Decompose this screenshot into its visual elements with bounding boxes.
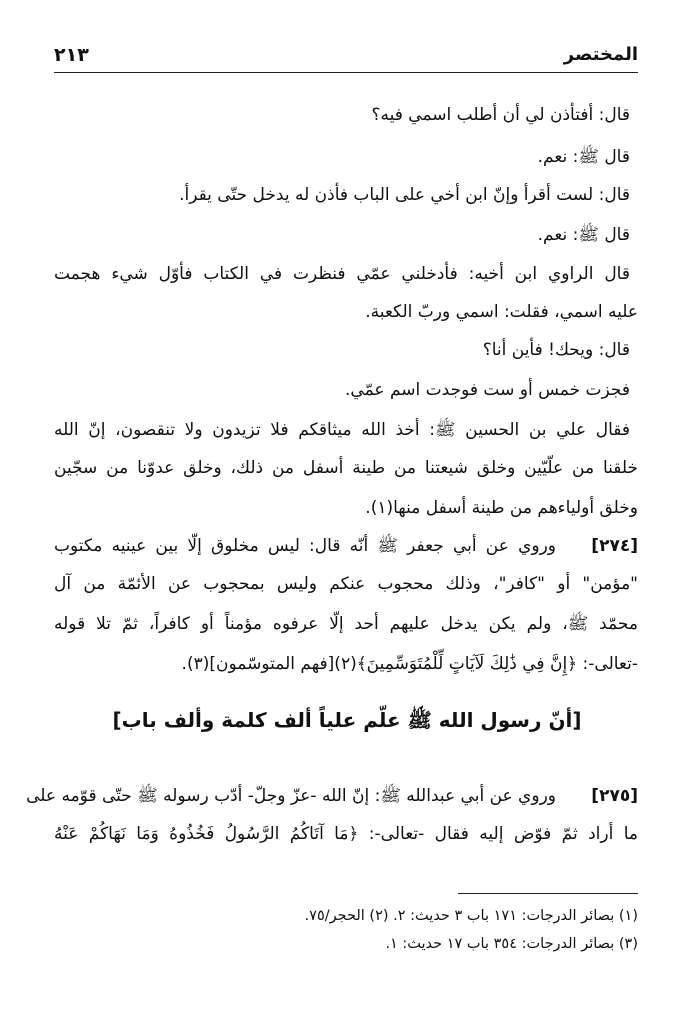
text-line: فجزت خمس أو ست فوجدت اسم عمّي.	[345, 380, 630, 400]
running-title: المختصر	[563, 44, 638, 65]
text-line: وروي عن أبي جعفر ﷺ أنّه قال: ليس مخلوق إلّا بين عينيه مكتوب	[54, 536, 556, 556]
text-line: "مؤمن" أو "كافر"، وذلك محجوب عنكم وليس بمحجوب عن الأئمّة من آل	[54, 574, 638, 594]
text-line: قال الراوي ابن أخيه: فأدخلني عمّي فنظرت في الكتاب فأوّل شيء هجمت	[54, 264, 630, 284]
text-line: قال ﷺ: نعم.	[537, 147, 630, 167]
text-line: قال: ويحك! فأين أنا؟	[482, 340, 630, 360]
text-line: عليه اسمي، فقلت: اسمي وربّ الكعبة.	[365, 302, 638, 322]
text-line: قال: لست أقرأ وإنّ ابن أخي على الباب فأذن له يدخل حتّى يقرأ.	[179, 185, 630, 205]
footnote-divider	[458, 893, 638, 894]
text-line: ما أراد ثمّ فوّض إليه فقال -تعالى-: ﴿مَا آتَاكُمُ الرَّسُولُ فَخُذُوهُ وَمَا نَهَاكُمْ عَنْهُ	[54, 824, 638, 844]
section-heading: [أنّ رسول الله ﷺ علّم علياً ألف كلمة وألف باب]	[112, 708, 582, 732]
text-line: خلقنا من علّيّين وخلق شيعتنا من طينة أسفل من ذلك، وخلق عدوّنا من سجّين	[54, 458, 638, 478]
text-line: -تعالى-: ﴿إِنَّ فِي ذَٰلِكَ لَآيَاتٍ لِّلْمُتَوَسِّمِينَ﴾(٢)[فهم المتوسّمون](٣).	[181, 654, 638, 674]
text-line: وخلق أولياءهم من طينة أسفل منها(١).	[365, 498, 638, 518]
hadith-number: [٢٧٤]	[591, 536, 638, 556]
hadith-number: [٢٧٥]	[591, 786, 638, 806]
text-line: وروي عن أبي عبدالله ﷺ: إنّ الله -عزّ وجلّ- أدّب رسوله ﷺ حتّى قوّمه على	[26, 786, 556, 806]
page-number: ٢١٣	[54, 44, 89, 66]
text-line: فقال علي بن الحسين ﷺ: أخذ الله ميثاقكم فلا تزيدون ولا تنقصون، إنّ الله	[54, 420, 630, 440]
text-line: قال ﷺ: نعم.	[537, 225, 630, 245]
text-line: قال: أفتأذن لي أن أطلب اسمي فيه؟	[371, 105, 630, 125]
footnote: (٣) بصائر الدرجات: ٣٥٤ باب ١٧ حديث: ١.	[385, 936, 638, 952]
text-line: محمّد ﷺ، ولم يكن يدخل عليهم أحد إلّا عرفوه مؤمناً أو كافراً، ثمّ تلا قوله	[54, 614, 638, 634]
page-header	[54, 42, 638, 73]
footnote: (١) بصائر الدرجات: ١٧١ باب ٣ حديث: ٢. (٢) الحجر/٧٥.	[304, 908, 638, 924]
